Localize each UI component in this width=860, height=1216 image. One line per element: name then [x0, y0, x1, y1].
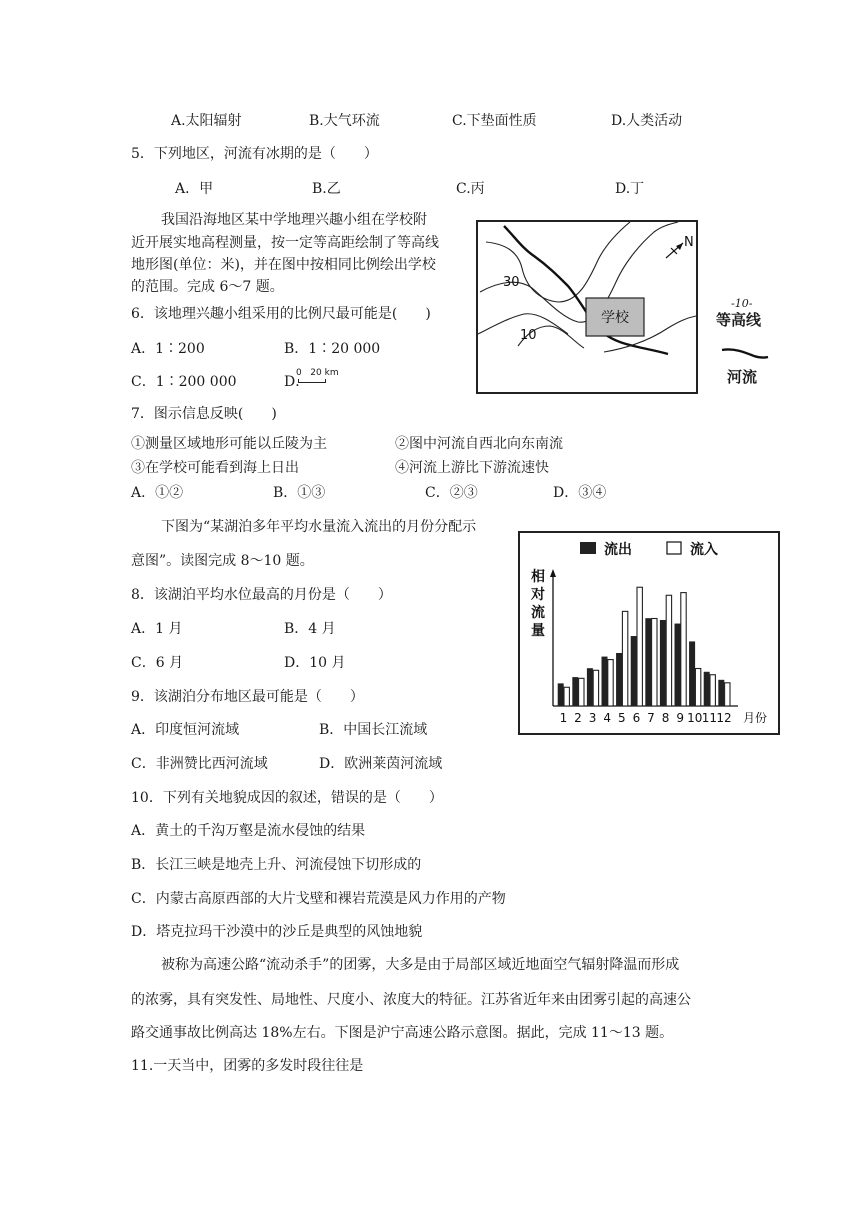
- bar-outflow-10: [689, 642, 694, 706]
- q7-option-d: D．③④: [553, 485, 607, 501]
- bar-inflow-12: [725, 683, 730, 706]
- legend-outflow-label: 流出: [604, 542, 632, 558]
- q4-option-d: D.人类活动: [611, 113, 683, 129]
- q4-option-a: A.太阳辐射: [171, 113, 242, 129]
- bar-inflow-11: [710, 675, 715, 706]
- fog-intro-line-3: 路交通事故比例高达 18%左右。下图是沪宁高速公路示意图。据此，完成 11～13 题。: [131, 1025, 674, 1041]
- x-tick-label-1: 1: [559, 711, 568, 725]
- q9-option-d: D．欧洲莱茵河流域: [319, 756, 443, 772]
- x-tick-label-2: 2: [574, 711, 582, 725]
- q6-option-a: A．1∶200: [131, 341, 205, 357]
- x-tick-label-7: 7: [647, 711, 655, 725]
- bar-inflow-7: [652, 619, 657, 707]
- q4-option-b: B.大气环流: [309, 113, 380, 129]
- q7-option-a: A．①②: [131, 485, 184, 501]
- lake-flow-chart: [518, 531, 780, 735]
- legend-inflow-label: 流入: [690, 542, 718, 558]
- q7-item-1: ①测量区域地形可能以丘陵为主: [131, 436, 327, 452]
- lake-intro-line-2: 意图”。读图完成 8～10 题。: [131, 553, 314, 569]
- x-tick-label-5: 5: [617, 711, 626, 725]
- q6-stem: 6．该地理兴趣小组采用的比例尺最可能是( ): [131, 306, 431, 322]
- q7-stem: 7．图示信息反映( ): [131, 406, 277, 422]
- y-axis-label-char: 量: [531, 623, 545, 639]
- bar-outflow-8: [660, 620, 665, 706]
- q7-item-4: ④河流上游比下游流速快: [395, 460, 549, 476]
- bar-outflow-4: [602, 657, 607, 706]
- q5-stem: 5．下列地区，河流有冰期的是（ ）: [131, 146, 378, 162]
- q4-option-c: C.下垫面性质: [452, 113, 537, 129]
- contour-intro-line-1: 我国沿海地区某中学地理兴趣小组在学校附: [161, 212, 427, 228]
- y-axis-arrow-icon: [550, 569, 556, 577]
- q6-scale-bar: [296, 368, 358, 384]
- x-tick-label-10: 10: [687, 711, 703, 725]
- q10-option-c: C．内蒙古高原西部的大片戈壁和裸岩荒漠是风力作用的产物: [131, 891, 506, 907]
- q10-stem: 10．下列有关地貌成因的叙述，错误的是（ ）: [131, 790, 443, 806]
- bar-inflow-9: [681, 593, 686, 706]
- q7-option-c: C．②③: [425, 485, 478, 501]
- fog-intro-line-2: 的浓雾，具有突发性、局地性、尺度小、浓度大的特征。江苏省近年来由团雾引起的高速公: [131, 992, 691, 1008]
- q5-option-d: D.丁: [615, 181, 645, 197]
- x-tick-label-12: 12: [716, 711, 732, 725]
- legend-inflow-swatch: [667, 542, 681, 554]
- x-tick-label-9: 9: [676, 711, 685, 725]
- q7-item-2: ②图中河流自西北向东南流: [395, 436, 563, 452]
- bar-inflow-3: [593, 670, 598, 706]
- contour-line-30: [480, 222, 678, 322]
- y-axis-label: [530, 568, 545, 639]
- contour-map: [476, 220, 698, 394]
- contour-intro-line-4: 的范围。完成 6～7 题。: [131, 279, 284, 295]
- q6-option-c: C．1∶200 000: [131, 374, 237, 390]
- north-arrow-icon: [666, 235, 694, 258]
- q8-stem: 8．该湖泊平均水位最高的月份是（ ）: [131, 587, 392, 603]
- north-label: N: [684, 235, 694, 250]
- lake-flow-chart-svg: [520, 533, 778, 733]
- bar-outflow-6: [631, 636, 636, 706]
- x-tick-label-11: 11: [701, 711, 718, 725]
- q10-option-b: B．长江三峡是地壳上升、河流侵蚀下切形成的: [131, 857, 422, 873]
- contour-label-30: 30: [503, 275, 520, 290]
- q5-option-b: B.乙: [312, 181, 341, 197]
- y-axis-label-char: 对: [531, 587, 545, 603]
- bar-inflow-6: [637, 587, 642, 706]
- bar-outflow-3: [587, 669, 592, 707]
- bar-inflow-4: [608, 660, 613, 706]
- contour-line-outer: [486, 222, 630, 302]
- q6-scale-bar-label: 0 20 km: [296, 368, 339, 378]
- q8-option-c: C．6 月: [131, 655, 184, 671]
- q9-option-c: C．非洲赞比西河流域: [131, 756, 268, 772]
- legend-contour-value: -10-: [731, 297, 753, 310]
- q8-option-b: B．4 月: [284, 621, 336, 637]
- q10-option-d: D．塔克拉玛干沙漠中的沙丘是典型的风蚀地貌: [131, 924, 423, 940]
- q8-option-d: D．10 月: [284, 655, 346, 671]
- contour-intro-line-2: 近开展实地高程测量，按一定等高距绘制了等高线: [131, 235, 439, 251]
- bar-outflow-2: [573, 677, 578, 706]
- y-axis-label-char: 流: [531, 605, 545, 621]
- q6-option-b: B．1∶20 000: [284, 341, 381, 357]
- bar-inflow-1: [564, 687, 569, 706]
- q6-option-d: D．: [284, 374, 310, 390]
- q5-option-c: C.丙: [456, 181, 485, 197]
- q7-item-3: ③在学校可能看到海上日出: [131, 460, 299, 476]
- q6-scale-bar-line: [298, 379, 326, 383]
- y-axis-label-char: 相: [531, 569, 545, 585]
- q11-stem: 11.一天当中，团雾的多发时段往往是: [131, 1058, 364, 1074]
- x-tick-label-8: 8: [661, 711, 670, 725]
- fog-intro-line-1: 被称为高速公路“流动杀手”的团雾，大多是由于局部区域近地面空气辐射降温而形成: [161, 957, 680, 973]
- bar-outflow-12: [719, 680, 724, 706]
- bar-inflow-8: [666, 595, 671, 706]
- legend-river-icon: [720, 346, 770, 362]
- bar-inflow-5: [622, 611, 627, 706]
- bar-outflow-7: [646, 619, 651, 707]
- legend-outflow-swatch: [580, 542, 596, 554]
- school-label: 学校: [601, 310, 629, 326]
- q9-stem: 9．该湖泊分布地区最可能是（ ）: [131, 689, 364, 705]
- q9-option-b: B．中国长江流域: [319, 722, 428, 738]
- legend-contour-label: 等高线: [716, 311, 762, 329]
- q5-option-a: A．甲: [175, 181, 214, 197]
- q10-option-a: A．黄土的千沟万壑是流水侵蚀的结果: [131, 823, 366, 839]
- contour-intro-line-3: 地形图(单位：米)，并在图中按相同比例绘出学校: [131, 257, 436, 273]
- q9-option-a: A．印度恒河流域: [131, 722, 240, 738]
- bar-outflow-5: [616, 653, 621, 706]
- bar-inflow-10: [695, 669, 700, 707]
- lake-intro-line-1: 下图为“某湖泊多年平均水量流入流出的月份分配示: [161, 519, 477, 535]
- x-tick-label-6: 6: [632, 711, 641, 725]
- q8-option-a: A．1 月: [131, 621, 183, 637]
- x-tick-label-4: 4: [603, 711, 612, 725]
- q7-option-b: B．①③: [273, 485, 326, 501]
- x-axis-label: 月份: [743, 711, 768, 725]
- bar-outflow-9: [675, 624, 680, 706]
- legend-river-label: 河流: [727, 368, 758, 386]
- contour-label-10: 10: [520, 328, 537, 343]
- bar-outflow-11: [704, 672, 709, 706]
- x-tick-label-3: 3: [588, 711, 597, 725]
- bar-inflow-2: [579, 678, 584, 706]
- bar-outflow-1: [558, 684, 563, 706]
